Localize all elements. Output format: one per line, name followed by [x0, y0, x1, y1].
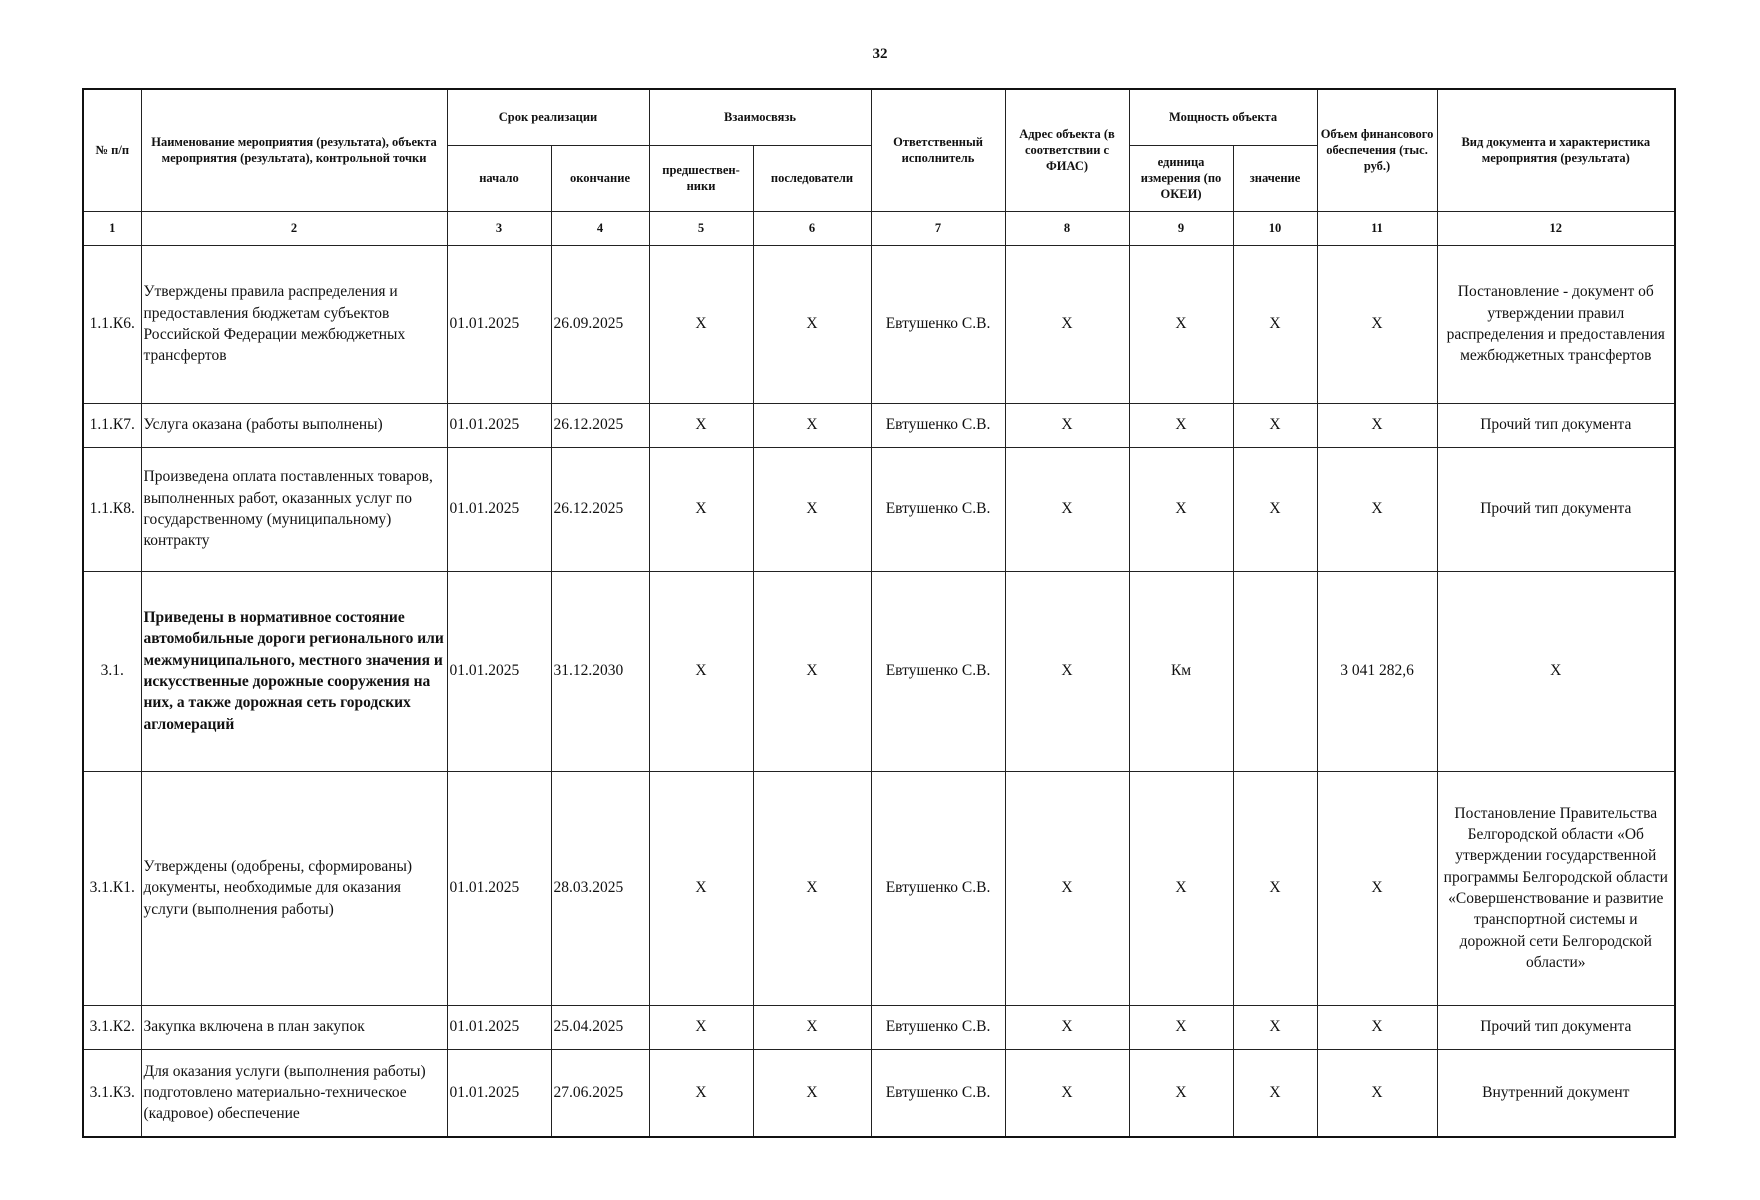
row-value: X: [1233, 771, 1317, 1005]
header-relation: Взаимосвязь: [649, 89, 871, 145]
row-name: Закупка включена в план закупок: [141, 1005, 447, 1049]
row-start-date: 01.01.2025: [447, 447, 551, 571]
header-unit: единица измерения (по ОКЕИ): [1129, 145, 1233, 211]
row-end-date: 25.04.2025: [551, 1005, 649, 1049]
row-unit: X: [1129, 1049, 1233, 1137]
row-responsible: Евтушенко С.В.: [871, 403, 1005, 447]
row-end-date: 31.12.2030: [551, 571, 649, 771]
row-number: 3.1.: [83, 571, 141, 771]
row-name: Приведены в нормативное состояние автомобильные дороги регионального или межмуниципального, местного значения и искусственные дорожные сооружения на них, а также дорожная сеть городских агломераций: [141, 571, 447, 771]
row-predecessors: X: [649, 245, 753, 403]
row-value: X: [1233, 245, 1317, 403]
table-header: [83, 89, 1675, 245]
row-unit: X: [1129, 245, 1233, 403]
row-unit: X: [1129, 1005, 1233, 1049]
row-document: Внутренний документ: [1437, 1049, 1675, 1137]
row-successors: X: [753, 245, 871, 403]
column-number: 6: [753, 211, 871, 245]
row-end-date: 26.09.2025: [551, 245, 649, 403]
column-number: 2: [141, 211, 447, 245]
row-address: X: [1005, 571, 1129, 771]
row-predecessors: X: [649, 403, 753, 447]
row-successors: X: [753, 771, 871, 1005]
row-start-date: 01.01.2025: [447, 771, 551, 1005]
row-value: [1233, 571, 1317, 771]
header-name: Наименование мероприятия (результата), объекта мероприятия (результата), контрольной точки: [141, 89, 447, 211]
row-finance: X: [1317, 447, 1437, 571]
row-responsible: Евтушенко С.В.: [871, 245, 1005, 403]
row-predecessors: X: [649, 771, 753, 1005]
row-number: 3.1.К2.: [83, 1005, 141, 1049]
row-responsible: Евтушенко С.В.: [871, 447, 1005, 571]
header-end: окончание: [551, 145, 649, 211]
row-address: X: [1005, 1005, 1129, 1049]
row-successors: X: [753, 403, 871, 447]
column-number: 11: [1317, 211, 1437, 245]
table-row: [83, 1005, 1675, 1049]
header-value: значение: [1233, 145, 1317, 211]
row-value: X: [1233, 1049, 1317, 1137]
row-predecessors: X: [649, 571, 753, 771]
row-document: Постановление Правительства Белгородской области «Об утверждении государственной программы Белгородской области «Совершенствование и развитие транспортной системы и дорожной сети Белгородской области»: [1437, 771, 1675, 1005]
row-document: X: [1437, 571, 1675, 771]
header-period: Срок реализации: [447, 89, 649, 145]
row-address: X: [1005, 771, 1129, 1005]
row-responsible: Евтушенко С.В.: [871, 1005, 1005, 1049]
row-name: Утверждены (одобрены, сформированы) документы, необходимые для оказания услуги (выполнения работы): [141, 771, 447, 1005]
header-num: № п/п: [83, 89, 141, 211]
column-numbers-row: [83, 211, 1675, 245]
row-name: Утверждены правила распределения и предоставления бюджетам субъектов Российской Федерации межбюджетных трансфертов: [141, 245, 447, 403]
row-document: Постановление - документ об утверждении правил распределения и предоставления межбюджетных трансфертов: [1437, 245, 1675, 403]
row-finance: X: [1317, 771, 1437, 1005]
column-number: 4: [551, 211, 649, 245]
row-finance: X: [1317, 245, 1437, 403]
column-number: 12: [1437, 211, 1675, 245]
row-unit: X: [1129, 771, 1233, 1005]
page-number: 32: [872, 46, 888, 62]
column-number: 10: [1233, 211, 1317, 245]
row-predecessors: X: [649, 447, 753, 571]
row-responsible: Евтушенко С.В.: [871, 771, 1005, 1005]
row-address: X: [1005, 447, 1129, 571]
header-capacity: Мощность объекта: [1129, 89, 1317, 145]
table-row: [83, 447, 1675, 571]
row-number: 1.1.К8.: [83, 447, 141, 571]
row-start-date: 01.01.2025: [447, 403, 551, 447]
row-start-date: 01.01.2025: [447, 1049, 551, 1137]
row-successors: X: [753, 1049, 871, 1137]
table-row: [83, 403, 1675, 447]
row-document: Прочий тип документа: [1437, 1005, 1675, 1049]
row-unit: X: [1129, 403, 1233, 447]
column-number: 5: [649, 211, 753, 245]
row-value: X: [1233, 1005, 1317, 1049]
header-doc: Вид документа и характеристика мероприятия (результата): [1437, 89, 1675, 211]
row-name: Услуга оказана (работы выполнены): [141, 403, 447, 447]
column-number: 8: [1005, 211, 1129, 245]
row-unit: X: [1129, 447, 1233, 571]
row-predecessors: X: [649, 1005, 753, 1049]
row-start-date: 01.01.2025: [447, 245, 551, 403]
column-number: 9: [1129, 211, 1233, 245]
row-number: 1.1.К7.: [83, 403, 141, 447]
row-end-date: 27.06.2025: [551, 1049, 649, 1137]
row-finance: X: [1317, 403, 1437, 447]
row-end-date: 26.12.2025: [551, 403, 649, 447]
row-successors: X: [753, 447, 871, 571]
header-address: Адрес объекта (в соответствии с ФИАС): [1005, 89, 1129, 211]
row-finance: X: [1317, 1049, 1437, 1137]
row-number: 3.1.К1.: [83, 771, 141, 1005]
header-responsible: Ответственный исполнитель: [871, 89, 1005, 211]
table-row: [83, 571, 1675, 771]
table-body: [83, 245, 1675, 1137]
row-value: X: [1233, 403, 1317, 447]
row-address: X: [1005, 403, 1129, 447]
header-finance: Объем финансового обеспечения (тыс. руб.): [1317, 89, 1437, 211]
row-name: Произведена оплата поставленных товаров, выполненных работ, оказанных услуг по государственному (муниципальному) контракту: [141, 447, 447, 571]
row-document: Прочий тип документа: [1437, 447, 1675, 571]
row-successors: X: [753, 571, 871, 771]
header-start: начало: [447, 145, 551, 211]
row-start-date: 01.01.2025: [447, 1005, 551, 1049]
header-successors: последователи: [753, 145, 871, 211]
row-address: X: [1005, 245, 1129, 403]
row-value: X: [1233, 447, 1317, 571]
header-predecessors: предшествен-ники: [649, 145, 753, 211]
row-finance: X: [1317, 1005, 1437, 1049]
row-name: Для оказания услуги (выполнения работы) подготовлено материально-техническое (кадровое) обеспечение: [141, 1049, 447, 1137]
table-row: [83, 771, 1675, 1005]
row-address: X: [1005, 1049, 1129, 1137]
column-number: 3: [447, 211, 551, 245]
row-finance: 3 041 282,6: [1317, 571, 1437, 771]
row-number: 1.1.К6.: [83, 245, 141, 403]
column-number: 7: [871, 211, 1005, 245]
plan-table: [82, 88, 1676, 1138]
table-row: [83, 245, 1675, 403]
table-row: [83, 1049, 1675, 1137]
row-end-date: 28.03.2025: [551, 771, 649, 1005]
row-successors: X: [753, 1005, 871, 1049]
row-document: Прочий тип документа: [1437, 403, 1675, 447]
row-responsible: Евтушенко С.В.: [871, 1049, 1005, 1137]
row-end-date: 26.12.2025: [551, 447, 649, 571]
row-predecessors: X: [649, 1049, 753, 1137]
row-unit: Км: [1129, 571, 1233, 771]
row-responsible: Евтушенко С.В.: [871, 571, 1005, 771]
row-number: 3.1.К3.: [83, 1049, 141, 1137]
column-number: 1: [83, 211, 141, 245]
row-start-date: 01.01.2025: [447, 571, 551, 771]
